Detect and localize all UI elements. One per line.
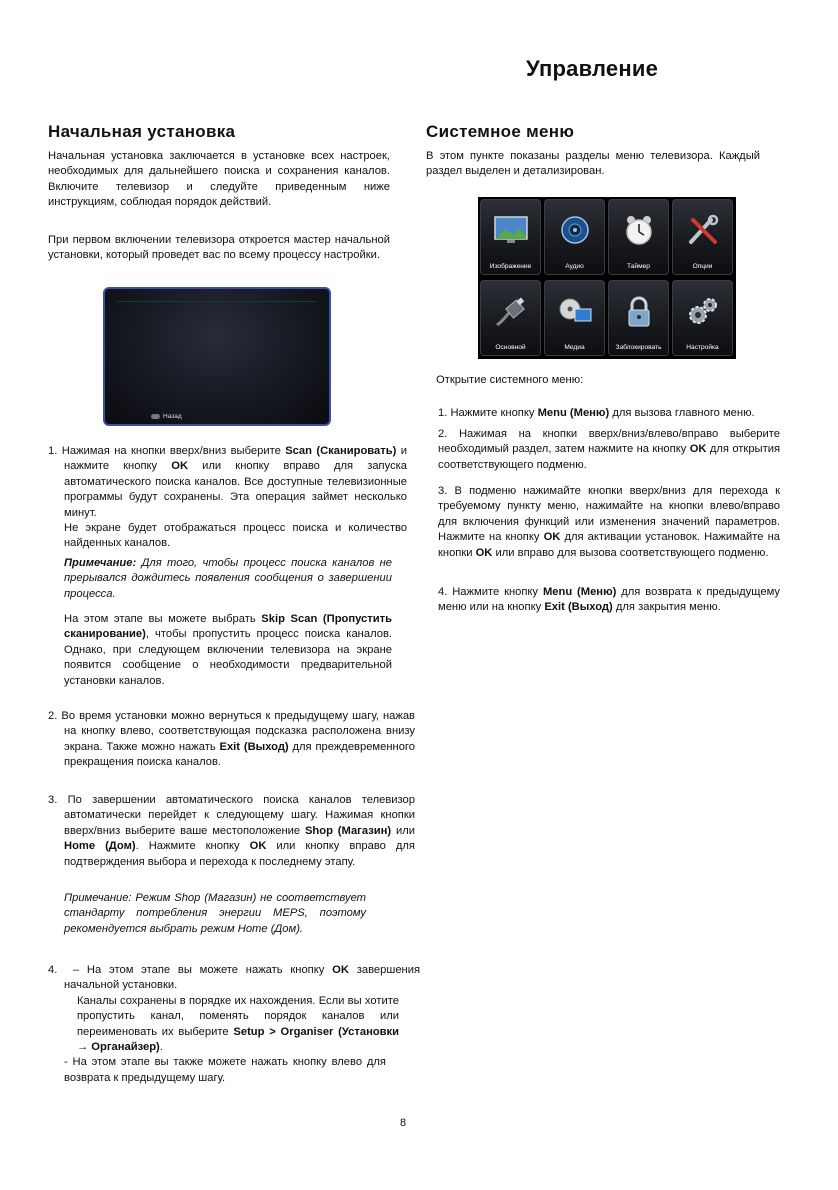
menu-step-4: 4. Нажмите кнопку Menu (Меню) для возврата к предыдущему меню или на кнопку Exit (Выход) для закрытия меню. bbox=[438, 586, 781, 614]
section-header: Управление bbox=[526, 56, 659, 81]
speaker-icon bbox=[557, 214, 593, 248]
menu-tile-media[interactable]: Медиа bbox=[544, 280, 605, 356]
menu-step-3: 3. В подменю нажимайте кнопки вверх/вниз для перехода к требуемому пункту меню, нажимайте на кнопки влево/вправо для включения функций или изменения значений параметров. Нажмите на кнопку OK для активации установок. Нажимайте на кнопки OK или вправо для вызова соответствующего подменю. bbox=[438, 485, 781, 559]
back-hint bbox=[151, 413, 182, 420]
menu-tile-picture[interactable]: Изображение bbox=[480, 199, 541, 275]
system-menu-intro: В этом пункте показаны разделы меню телевизора. Каждый раздел выделен и детализирован. bbox=[426, 150, 760, 178]
step-1-note: Примечание: Для того, чтобы процесс поиска каналов не прерывался дождитесь появления сообщения о завершении процесса. bbox=[64, 557, 392, 600]
film-reel-icon bbox=[557, 295, 593, 329]
tools-icon bbox=[685, 214, 721, 248]
step-3-note: Примечание: Режим Shop (Магазин) не соответствует стандарту потребления энергии MEPS, поэтому рекомендуется выбрать режим Home (Дом). bbox=[64, 892, 366, 935]
menu-tile-options[interactable]: Опции bbox=[672, 199, 733, 275]
menu-step-1: 1. Нажмите кнопку Menu (Меню) для вызова главного меню. bbox=[438, 407, 755, 419]
initial-setup-intro-2: При первом включении телевизора откроется мастер начальной установки, который проведет вас по всему процессу настройки. bbox=[48, 234, 390, 262]
step-3: 3. По завершении автоматического поиска каналов телевизор автоматически перейдет к следующему шагу. Нажимая кнопки вверх/вниз выберите ваше местоположение Shop (Магазин) или Home (Дом). Нажмите кнопку OK или кнопку вправо для подтверждения выбора и перехода к последнему этапу. bbox=[48, 794, 416, 868]
open-menu-label: Открытие системного меню: bbox=[436, 374, 584, 386]
step-4: 4. – На этом этапе вы можете нажать кнопку OK завершения начальной установки. Каналы сохранены в порядке их нахождения. Если вы хотите пропустить канал, поменять порядок каналов или переименовать их выберите Setup > Organiser (Установки → Органайзер). - На этом этапе вы также можете нажать кнопку влево для возврата к предыдущему шагу. bbox=[48, 964, 421, 1084]
step-1-skip: На этом этапе вы можете выбрать Skip Scan (Пропустить сканирование), чтобы пропустить процесс поиска каналов. Однако, при следующем включении телевизора на экране появится сообщение о необходимости предварительной установки каналов. bbox=[64, 613, 392, 687]
step-2: 2. Во время установки можно вернуться к предыдущему шагу, нажав на кнопку влево, соответствующая подсказка расположена внизу экрана. Также можно нажать Exit (Выход) для преждевременного прекращения поиска каналов. bbox=[48, 710, 416, 769]
initial-setup-intro: Начальная установка заключается в установке всех настроек, необходимых для дальнейшего поиска и сохранения каналов. Включите телевизор и следуйте приведенным ниже инструкциям, соблюдая порядок действий. bbox=[48, 150, 390, 209]
menu-tile-basic[interactable]: Основной bbox=[480, 280, 541, 356]
menu-step-2: 2. Нажимая на кнопки вверх/вниз/влево/вправо выберите необходимый раздел, затем нажмите на кнопку OK для открытия соответствующего подменю. bbox=[438, 428, 781, 471]
menu-tile-timer[interactable]: Таймер bbox=[608, 199, 669, 275]
picture-icon bbox=[493, 214, 529, 248]
back-button-icon bbox=[151, 414, 160, 419]
menu-tile-audio[interactable]: Аудио bbox=[544, 199, 605, 275]
alarm-clock-icon bbox=[621, 214, 657, 248]
setup-wizard-screen bbox=[103, 287, 331, 426]
page-number: 8 bbox=[400, 1117, 407, 1129]
padlock-icon bbox=[621, 295, 657, 329]
system-menu-title: Системное меню bbox=[426, 122, 575, 141]
system-menu-screenshot bbox=[478, 197, 736, 359]
menu-tile-lock[interactable]: Заблокировать bbox=[608, 280, 669, 356]
initial-setup-title: Начальная установка bbox=[48, 122, 236, 141]
menu-tile-setup[interactable]: Настройка bbox=[672, 280, 733, 356]
back-hint-label: Назад bbox=[163, 413, 182, 420]
step-1: 1. Нажимая на кнопки вверх/вниз выберите Scan (Сканировать) и нажмите кнопку OK или кнопку вправо для запуска автоматического поиска каналов. Все доступные телевизионные программы будут сохранены. Эта операция займет несколько минут. Не экране будет отображаться процесс поиска и количество найденных каналов. bbox=[48, 445, 408, 550]
gears-icon bbox=[685, 295, 721, 329]
cable-plug-icon bbox=[493, 295, 529, 329]
